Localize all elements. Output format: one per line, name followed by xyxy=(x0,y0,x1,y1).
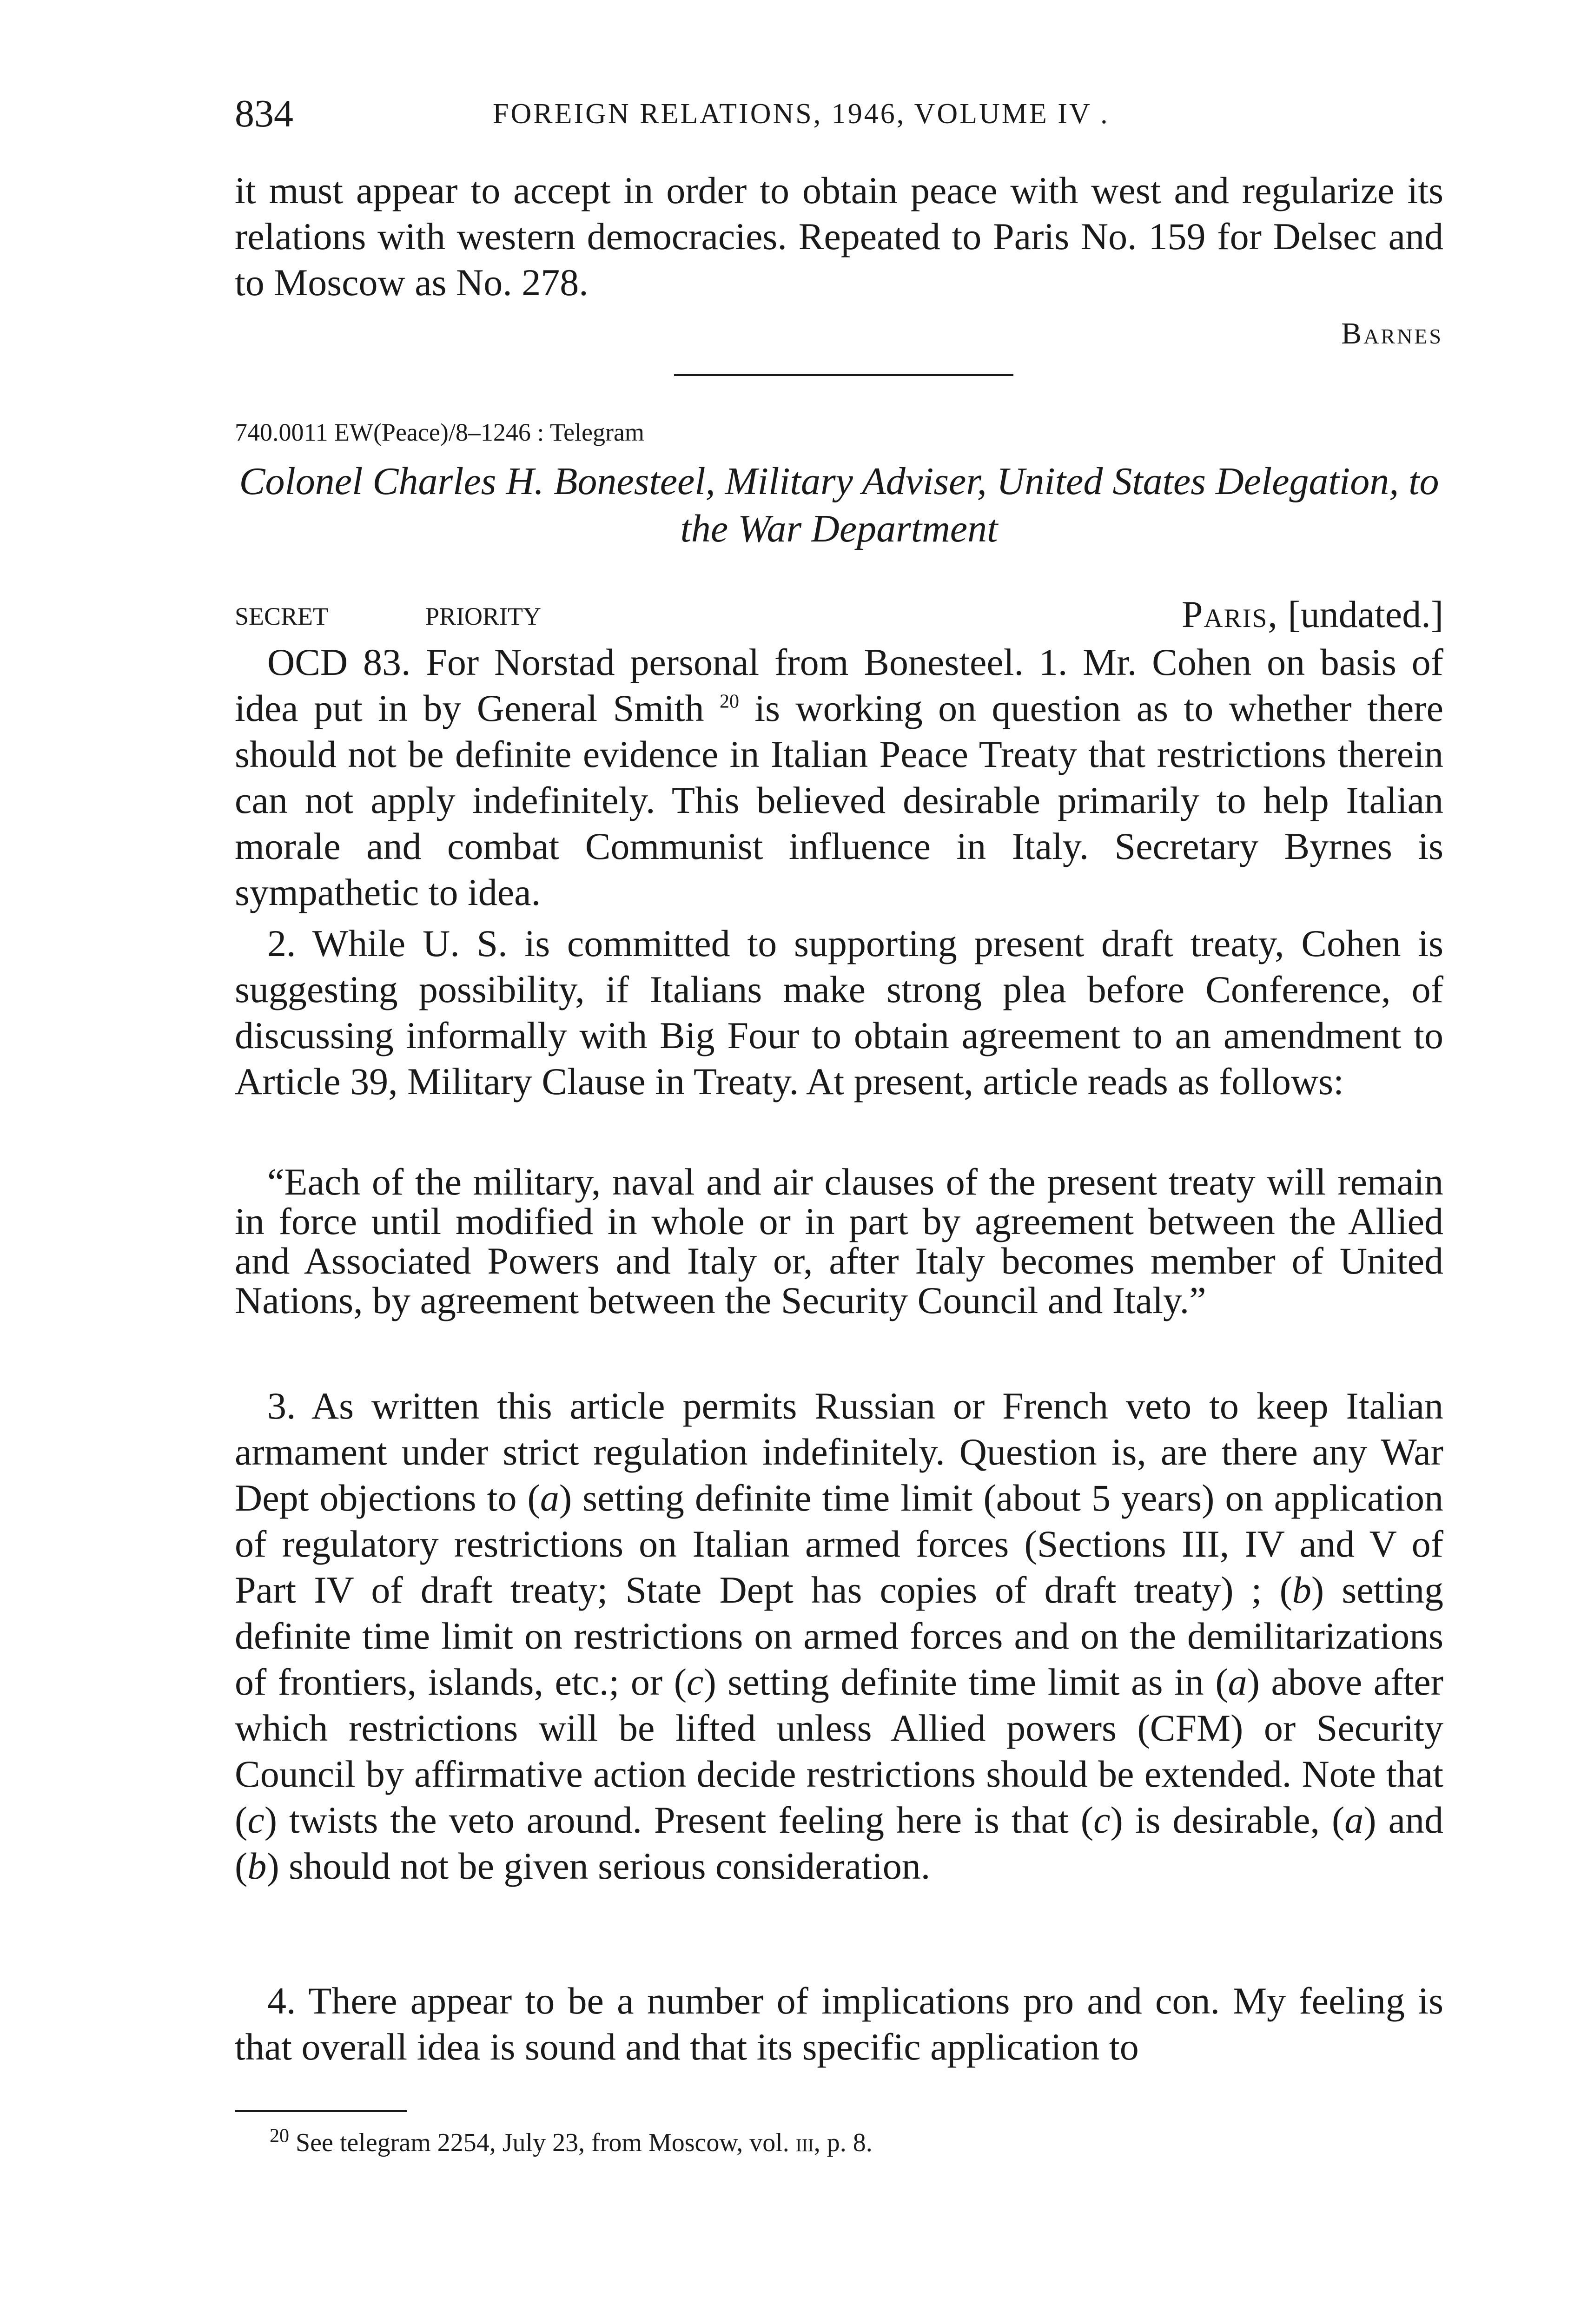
p3-letter: c xyxy=(247,1799,265,1841)
file-reference: 740.0011 EW(Peace)/8–1246 : Telegram xyxy=(235,418,644,446)
p3-text: ) above after which restrictions will be lifted unless Allied powers (CFM) or Security Council by affirmative action decide restrictions should be extended. Note that ( xyxy=(235,1661,1443,1841)
footnote-page: , p. 8. xyxy=(814,2128,873,2157)
p3-letter: c xyxy=(687,1661,704,1703)
paragraph-3 xyxy=(235,1383,1443,1889)
intro-paragraph: it must appear to accept in order to obtain peace with west and regularize its relations with western democracies. Repeated to Paris No. 159 for Delsec and to Moscow as No. 278. xyxy=(235,169,1443,304)
p1-text-a: OCD 83. For Norstad personal from Bonesteel. 1. Mr. Cohen on basis of idea put in by General Smith xyxy=(235,641,1443,729)
p3-text: ) setting definite time limit (about 5 years) on application of regulatory restrictions on Italian armed forces (Sections III, IV and V of Part IV of draft treaty; State Dept has copies of draft treaty) ; ( xyxy=(235,1477,1443,1611)
p3-letter: a xyxy=(540,1477,559,1519)
footnote xyxy=(270,2124,873,2161)
running-head: FOREIGN RELATIONS, 1946, VOLUME IV . xyxy=(493,98,1110,130)
p3-text: ) setting definite time limit on restrictions on armed forces and on the demilitarizations of frontiers, islands, etc.; or ( xyxy=(235,1569,1443,1703)
p3-letter: b xyxy=(1292,1569,1311,1611)
footnote-divider xyxy=(235,2110,407,2112)
p3-text: ) twists the veto around. Present feeling here is that ( xyxy=(264,1799,1094,1841)
article-quote: “Each of the military, naval and air clauses of the present treaty will remain in force until modified in whole or in part by agreement between the Allied and Associated Powers and Italy or, after Italy becomes member of United Nations, by agreement between the Security Council and Italy.” xyxy=(235,1161,1443,1321)
footnote-volume: iii xyxy=(795,2128,814,2157)
p3-letter: a xyxy=(1344,1799,1364,1841)
paragraph-2: 2. While U. S. is committed to supporting present draft treaty, Cohen is suggesting possibility, if Italians make strong plea before Conference, of discussing informally with Big Four to obtain agreement to an amendment to Article 39, Military Clause in Treaty. At present, article reads as follows: xyxy=(235,922,1443,1103)
priority-label: PRIORITY xyxy=(425,602,542,630)
section-divider xyxy=(674,374,1013,376)
place: Paris, xyxy=(1181,593,1278,635)
classification-line xyxy=(235,593,1443,639)
p3-text: ) is desirable, ( xyxy=(1110,1799,1345,1841)
p3-text: ) and ( xyxy=(235,1799,1444,1887)
p1-text-b: is working on question as to whether there should not be definite evidence in Italian Peace Treaty that restrictions therein can not apply indefinitely. This believed desirable primarily to help Italian morale and combat Communist influence in Italy. Secretary Byrnes is sympathetic to idea. xyxy=(235,687,1443,913)
footnote-marker: 20 xyxy=(270,2125,289,2147)
p3-text: ) setting definite time limit as in ( xyxy=(703,1661,1228,1703)
p3-text: ) should not be given serious consideration. xyxy=(266,1845,931,1887)
place-date xyxy=(1182,593,1443,636)
signature: Barnes xyxy=(1341,317,1443,350)
page-header xyxy=(235,88,1443,139)
footnote-text: See telegram 2254, July 23, from Moscow, vol. xyxy=(296,2128,789,2157)
footnote-reference: 20 xyxy=(719,691,739,713)
classification-label: SECRET xyxy=(235,602,329,630)
p3-text: 3. As written this article permits Russian or French veto to keep Italian armament under strict regulation indefinitely. Question is, are there any War Dept objections to ( xyxy=(235,1385,1443,1519)
p3-letter: a xyxy=(1228,1661,1247,1703)
document-title: Colonel Charles H. Bonesteel, Military Adviser, United States Delegation, to the War Department xyxy=(239,460,1439,550)
paragraph-1 xyxy=(235,639,1443,915)
date: [undated.] xyxy=(1288,593,1443,635)
page-number: 834 xyxy=(235,92,293,135)
p3-letter: c xyxy=(1093,1799,1111,1841)
paragraph-4: 4. There appear to be a number of implications pro and con. My feeling is that overall idea is sound and that its specific application to xyxy=(235,1980,1443,2068)
p3-letter: b xyxy=(247,1845,267,1887)
